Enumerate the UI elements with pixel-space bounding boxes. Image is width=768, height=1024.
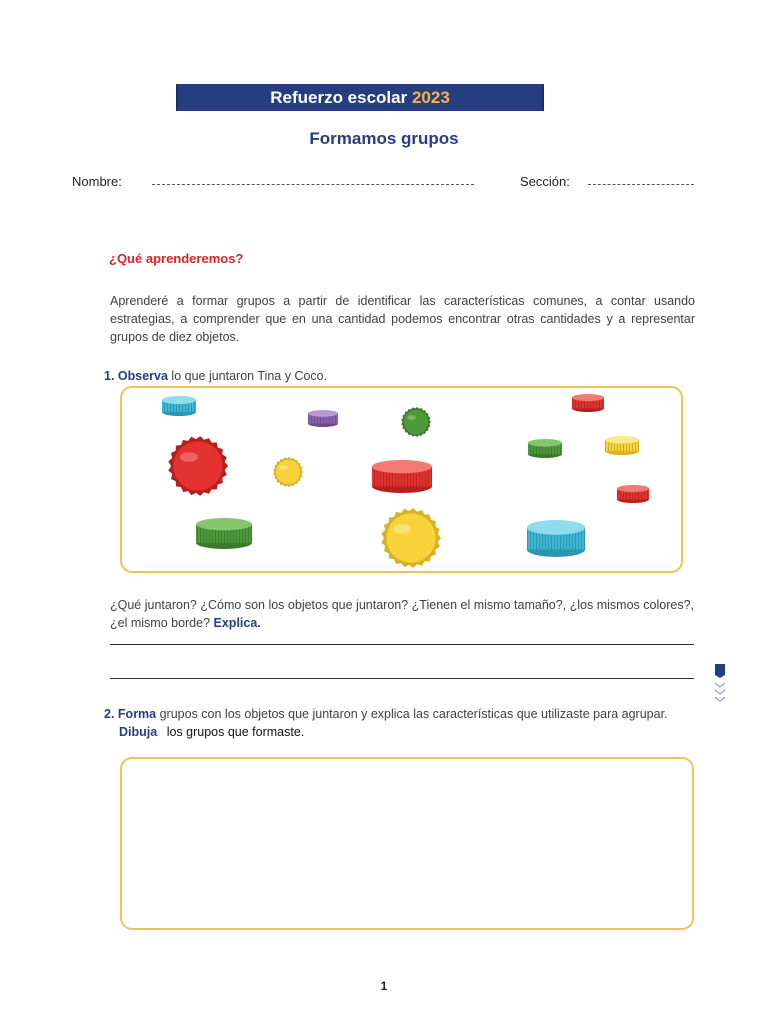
question-2-keyword: Forma [117, 707, 157, 721]
red-bottle-cap [372, 460, 432, 493]
page-number: 1 [380, 979, 388, 993]
question-2-number: 2. [104, 707, 115, 721]
objects-panel [120, 386, 683, 573]
teal-bottle-cap [162, 396, 196, 416]
question-1-number: 1. [104, 369, 115, 383]
followup-keyword: Explica. [213, 616, 261, 630]
red-crown-cap [168, 436, 228, 496]
answer-line-1[interactable] [110, 644, 694, 645]
green-bottle-cap [196, 518, 252, 549]
green-bottle-cap [528, 439, 562, 458]
answer-line-2[interactable] [110, 678, 694, 679]
followup-text: ¿Qué juntaron? ¿Cómo son los objetos que juntaron? ¿Tienen el mismo tamaño?, ¿los mismos colores?, ¿el mismo borde? [110, 598, 694, 630]
question-1 [104, 369, 327, 383]
question-1-followup [110, 596, 694, 632]
yellow-bottle-cap [605, 436, 639, 455]
question-2-text: grupos con los objetos que juntaron y explica las características que utilizaste para agrupar. [156, 707, 668, 721]
page-marker-icon [714, 663, 726, 707]
yellow-crown-cap [381, 508, 441, 568]
name-field[interactable] [152, 184, 474, 185]
banner-year: 2023 [411, 88, 450, 107]
question-2-text2: los grupos que formaste. [166, 725, 305, 739]
red-bottle-cap [572, 394, 604, 412]
section-label: Sección: [520, 174, 570, 189]
section-field[interactable] [588, 184, 694, 185]
purple-bottle-cap [308, 410, 338, 427]
page-title: Formamos grupos [309, 129, 459, 148]
question-1-text: lo que juntaron Tina y Coco. [167, 369, 328, 383]
learning-heading: ¿Qué aprenderemos? [109, 251, 244, 266]
teal-bottle-cap [527, 520, 585, 557]
red-bottle-cap [617, 485, 649, 503]
name-label: Nombre: [72, 174, 122, 189]
banner-text: Refuerzo escolar [270, 88, 408, 107]
yellow-crown-cap [273, 457, 303, 487]
question-2-keyword2: Dibuja [119, 725, 158, 739]
learning-paragraph: Aprenderé a formar grupos a partir de identificar las características comunes, a contar usando estrategias, a comprender que en una cantidad podemos encontrar otras cantidades y a representar grupos de diez objetos. [110, 294, 695, 344]
objects-illustration [122, 388, 681, 571]
green-crown-cap [401, 407, 431, 437]
header-banner [176, 84, 544, 111]
question-2-line2 [119, 725, 304, 739]
question-2 [104, 707, 668, 721]
drawing-area[interactable] [120, 757, 694, 930]
question-1-keyword: Observa [117, 369, 168, 383]
